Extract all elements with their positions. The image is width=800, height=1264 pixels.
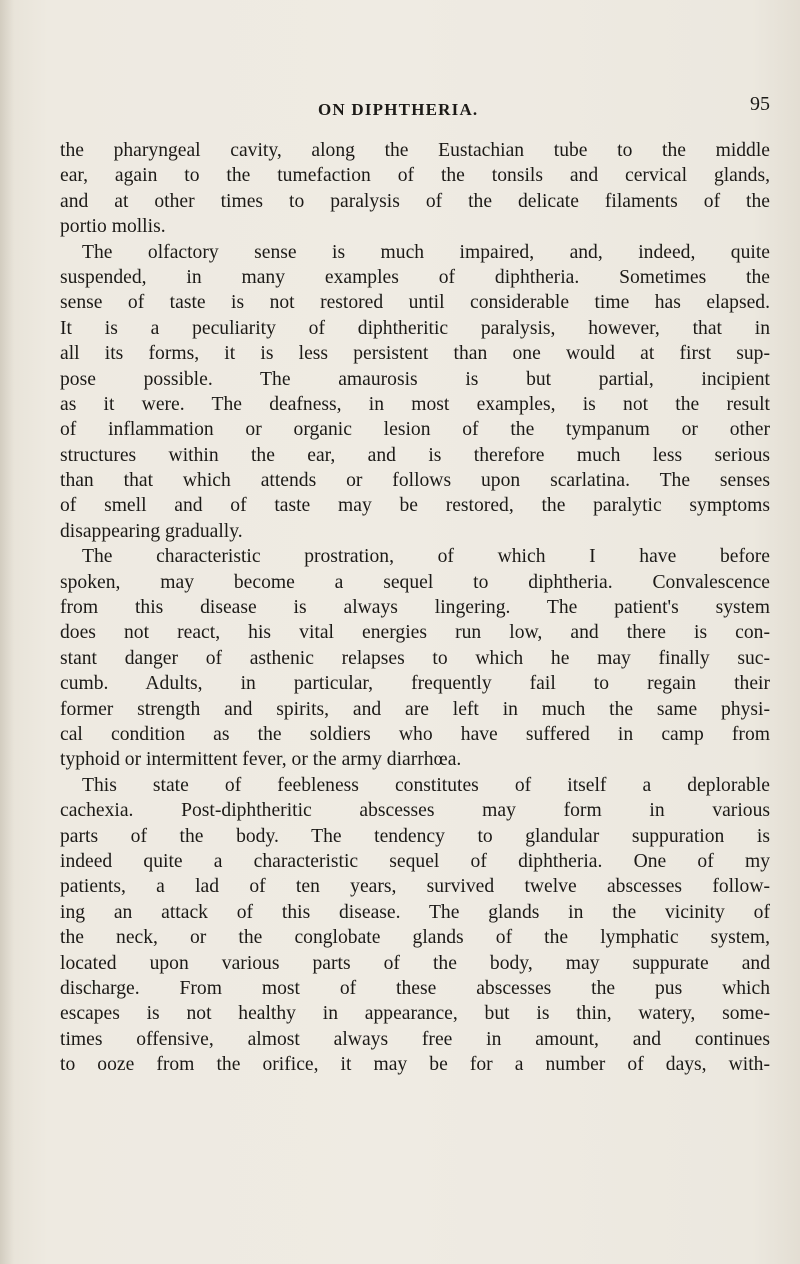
running-title: ON DIPHTHERIA. bbox=[318, 100, 479, 119]
text-line: typhoid or intermittent fever, or the army diarrhœa. bbox=[60, 749, 462, 771]
page-number: 95 bbox=[750, 93, 770, 115]
body-text bbox=[60, 138, 770, 1077]
text-line: disappearing gradually. bbox=[60, 520, 243, 542]
text-line: parts of the body. The tendency to glandular suppuration is bbox=[60, 825, 770, 847]
text-line: sense of taste is not restored until considerable time has elapsed. bbox=[60, 292, 770, 314]
text-line: times offensive, almost always free in amount, and continues bbox=[60, 1028, 770, 1050]
text-line: portio mollis. bbox=[60, 216, 166, 238]
text-line: discharge. From most of these abscesses the pus which bbox=[60, 977, 770, 999]
text-line: cumb. Adults, in particular, frequently fail to regain their bbox=[60, 673, 770, 695]
text-line: The olfactory sense is much impaired, and, indeed, quite bbox=[82, 241, 770, 263]
text-line: ing an attack of this disease. The glands in the vicinity of bbox=[60, 901, 770, 923]
text-line: spoken, may become a sequel to diphtheria. Convalescence bbox=[60, 571, 770, 593]
text-line: located upon various parts of the body, may suppurate and bbox=[60, 952, 770, 974]
text-line: the pharyngeal cavity, along the Eustachian tube to the middle bbox=[60, 140, 770, 161]
text-line: of smell and of taste may be restored, the paralytic symptoms bbox=[60, 495, 770, 517]
text-line: and at other times to paralysis of the delicate filaments of the bbox=[60, 190, 770, 212]
text-line: ear, again to the tumefaction of the tonsils and cervical glands, bbox=[60, 165, 770, 187]
text-line: This state of feebleness constitutes of itself a deplorable bbox=[82, 774, 770, 796]
text-line: cal condition as the soldiers who have suffered in camp from bbox=[60, 723, 770, 745]
text-line: does not react, his vital energies run low, and there is con- bbox=[60, 622, 770, 644]
text-line: It is a peculiarity of diphtheritic paralysis, however, that in bbox=[60, 317, 770, 339]
text-line: suspended, in many examples of diphtheria. Sometimes the bbox=[60, 266, 770, 288]
text-line: than that which attends or follows upon scarlatina. The senses bbox=[60, 470, 770, 492]
text-line: the neck, or the conglobate glands of the lymphatic system, bbox=[60, 927, 770, 949]
text-line: former strength and spirits, and are left in much the same physi- bbox=[60, 698, 770, 720]
text-line: of inflammation or organic lesion of the tympanum or other bbox=[60, 419, 770, 441]
text-line: to ooze from the orifice, it may be for a number of days, with- bbox=[60, 1054, 770, 1076]
text-line: pose possible. The amaurosis is but partial, incipient bbox=[60, 368, 770, 390]
text-line: patients, a lad of ten years, survived twelve abscesses follow- bbox=[60, 876, 770, 898]
gutter-shadow bbox=[0, 0, 14, 1264]
text-line: all its forms, it is less persistent than one would at first sup- bbox=[60, 343, 770, 365]
page-header bbox=[0, 95, 800, 125]
text-line: cachexia. Post-diphtheritic abscesses may form in various bbox=[60, 800, 770, 822]
text-line: escapes is not healthy in appearance, but is thin, watery, some- bbox=[60, 1003, 770, 1025]
text-line: The characteristic prostration, of which I have before bbox=[82, 546, 770, 568]
text-line: indeed quite a characteristic sequel of diphtheria. One of my bbox=[60, 850, 770, 872]
text-line: stant danger of asthenic relapses to which he may finally suc- bbox=[60, 647, 770, 669]
text-line: from this disease is always lingering. The patient's system bbox=[60, 597, 770, 619]
text-line: structures within the ear, and is therefore much less serious bbox=[60, 444, 770, 466]
text-line: as it were. The deafness, in most examples, is not the result bbox=[60, 393, 770, 415]
